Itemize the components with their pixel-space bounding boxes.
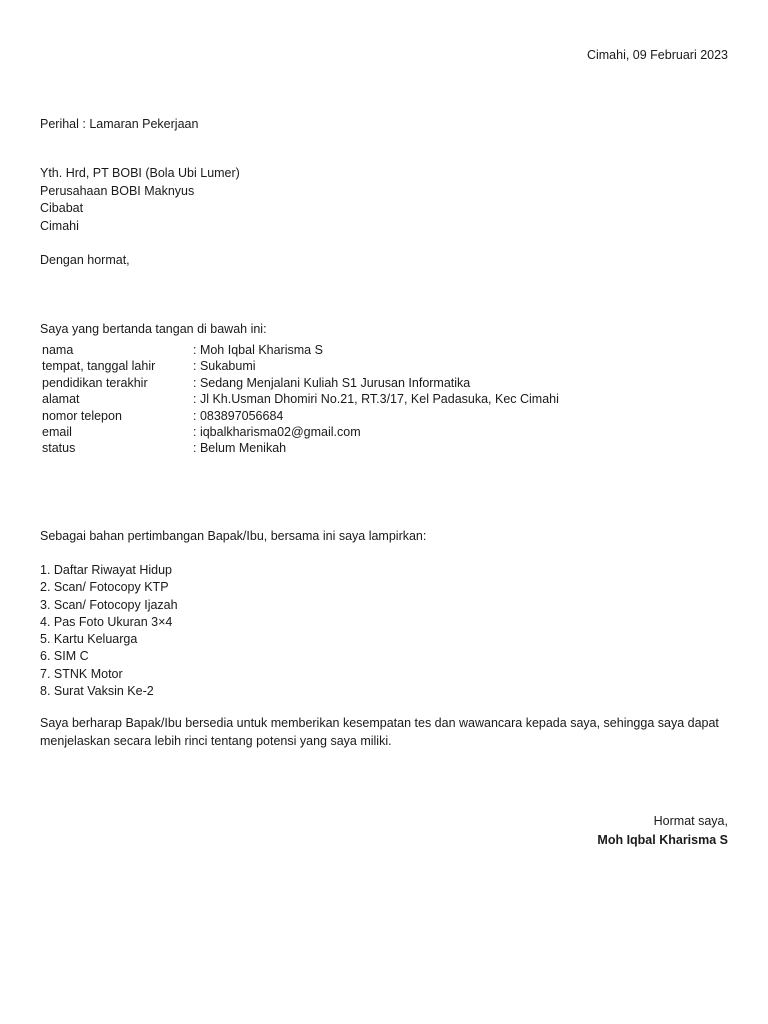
letter-date: Cimahi, 09 Februari 2023 [586,48,728,62]
personal-info-table [42,342,559,457]
info-value: : 083897056684 [193,408,284,423]
table-row [42,342,559,358]
info-value: : iqbalkharisma02@gmail.com [193,425,361,440]
recipient-line: Cimahi [40,218,79,233]
table-row [42,408,559,424]
info-value: : Jl Kh.Usman Dhomiri No.21, RT.3/17, Kel Padasuka, Kec Cimahi [193,392,559,407]
list-item: 2. Scan/ Fotocopy KTP [40,580,169,595]
signer-name: Moh Iqbal Kharisma S [597,833,728,847]
table-row [42,375,559,391]
list-item: 8. Surat Vaksin Ke-2 [40,684,154,699]
intro-text: Saya yang bertanda tangan di bawah ini: [40,322,267,336]
info-label: pendidikan terakhir [42,375,148,390]
info-label: nomor telepon [42,408,122,423]
recipient-line: Cibabat [40,201,84,215]
list-item: 6. SIM C [40,649,89,664]
greeting: Dengan hormat, [40,253,130,267]
letter-subject: Perihal : Lamaran Pekerjaan [40,117,199,131]
table-row [42,424,559,440]
info-value: : Sedang Menjalani Kuliah S1 Jurusan Informatika [193,375,471,390]
info-label: tempat, tanggal lahir [42,359,156,374]
attachments-list [40,562,178,700]
recipient-line: Perusahaan BOBI Maknyus [40,183,195,198]
list-item: 5. Kartu Keluarga [40,632,138,647]
closing-paragraph: Saya berharap Bapak/Ibu bersedia untuk memberikan kesempatan tes dan wawancara kepada saya, sehingga saya dapat menjelaskan secara lebih rinci tentang potensi yang saya miliki. [40,716,719,748]
info-value: : Moh Iqbal Kharisma S [193,343,323,357]
recipient-line: Yth. Hrd, PT BOBI (Bola Ubi Lumer) [40,166,240,180]
list-item: 7. STNK Motor [40,666,123,681]
list-item: 3. Scan/ Fotocopy Ijazah [40,597,178,612]
info-label: alamat [42,392,80,407]
info-label: email [42,425,72,440]
info-value: : Belum Menikah [193,441,287,456]
list-item: 4. Pas Foto Ukuran 3×4 [40,614,173,629]
attachments-intro: Sebagai bahan pertimbangan Bapak/Ibu, bersama ini saya lampirkan: [40,529,427,543]
regards-text: Hormat saya, [653,814,728,828]
table-row [42,440,559,456]
table-row [42,391,559,407]
info-label: status [42,441,76,456]
recipient-address [40,165,240,235]
info-value: : Sukabumi [193,359,256,374]
list-item: 1. Daftar Riwayat Hidup [40,563,173,577]
table-row [42,358,559,374]
info-label: nama [42,343,74,357]
